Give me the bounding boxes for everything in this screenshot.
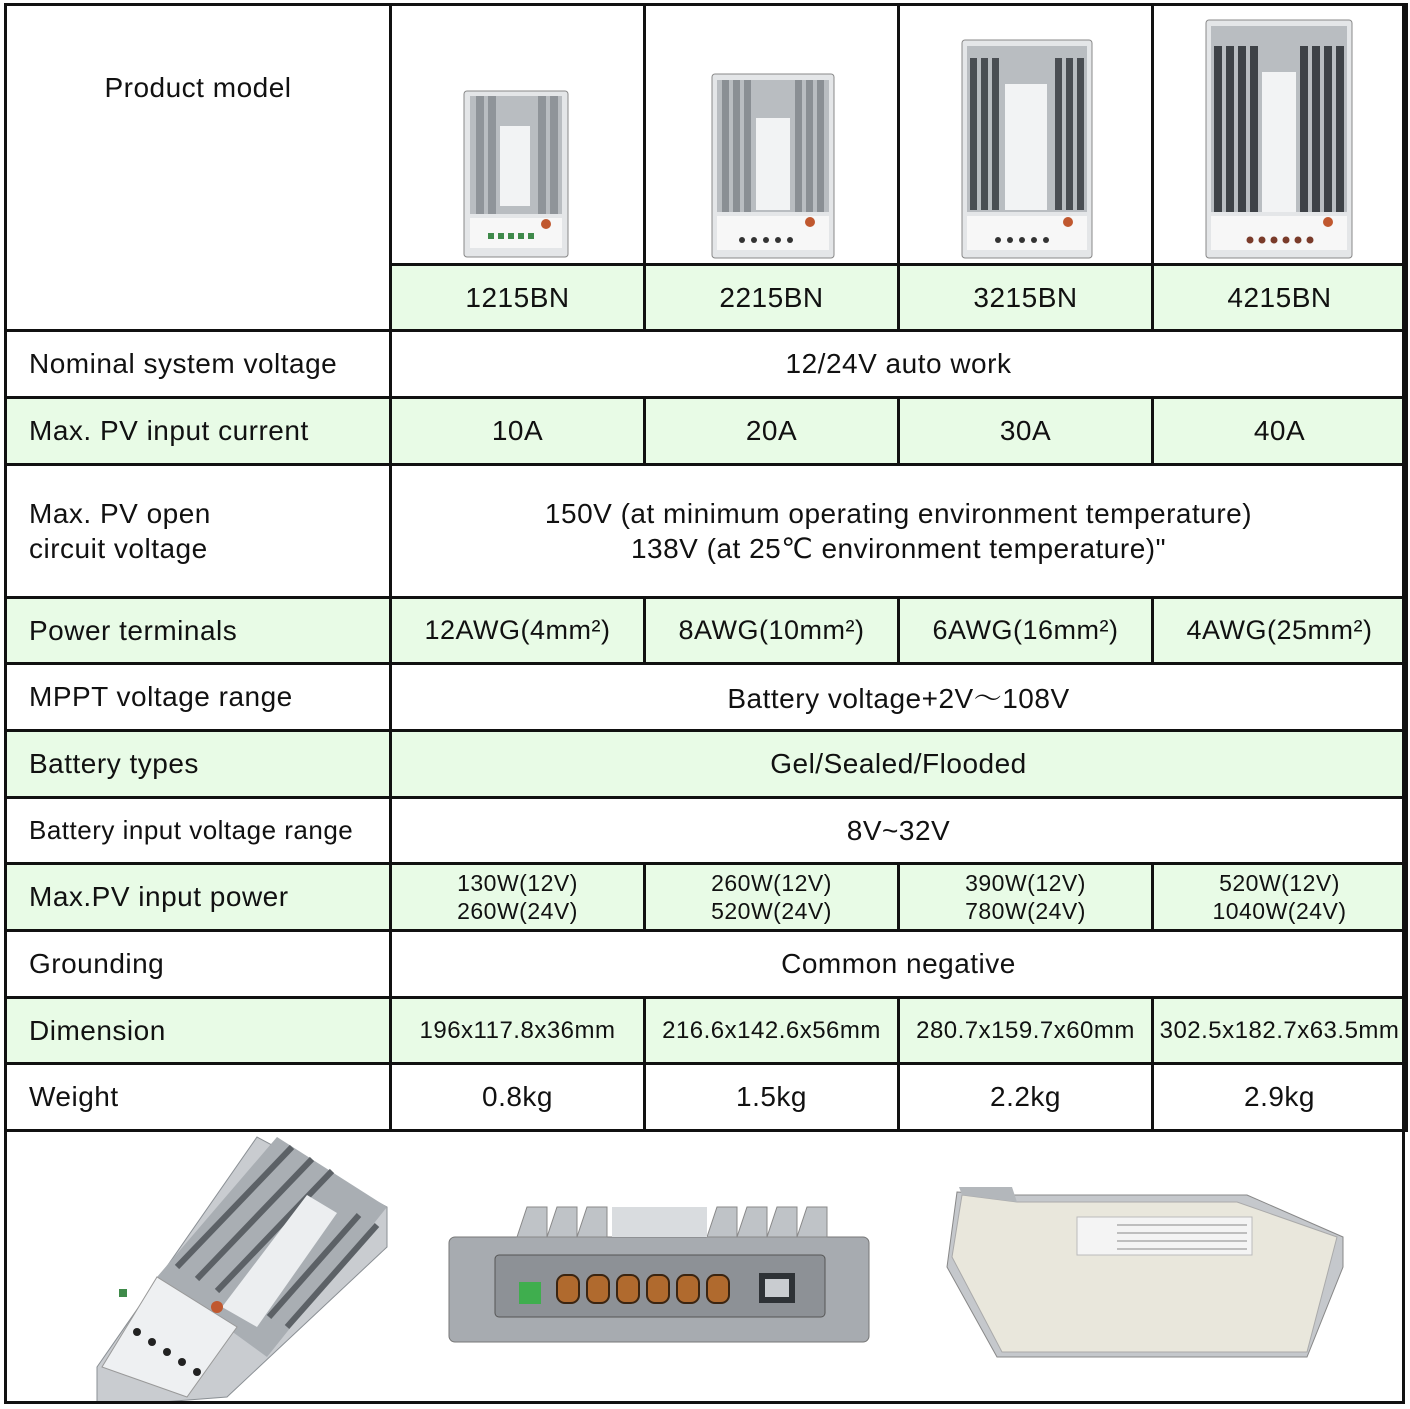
value-pv-open-line2: 138V (at 25℃ environment temperature)": [630, 533, 1167, 564]
value-battery-types: Gel/Sealed/Flooded: [391, 731, 1407, 798]
model-name-2: 2215BN: [645, 265, 899, 331]
row-label-dimension: Dimension: [6, 998, 391, 1064]
value-dimension-2: 216.6x142.6x56mm: [645, 998, 899, 1064]
model-name-1: 1215BN: [391, 265, 645, 331]
row-label-grounding: Grounding: [6, 931, 391, 998]
row-label-nominal-voltage: Nominal system voltage: [6, 331, 391, 398]
controller-angled-image: [97, 1137, 387, 1401]
product-model-label: Product model: [6, 5, 391, 331]
value-pv-power-2-12v: 260W(12V): [711, 870, 832, 896]
value-pv-power-2-24v: 520W(24V): [711, 898, 832, 924]
model-name-3: 3215BN: [899, 265, 1153, 331]
row-label-power-terminals: Power terminals: [6, 598, 391, 664]
model-name-4: 4215BN: [1153, 265, 1407, 331]
value-pv-power-1-12v: 130W(12V): [457, 870, 578, 896]
value-pv-power-3-24v: 780W(24V): [965, 898, 1086, 924]
value-terminals-1: 12AWG(4mm²): [391, 598, 645, 664]
value-terminals-2: 8AWG(10mm²): [645, 598, 899, 664]
value-pv-power-1-24v: 260W(24V): [457, 898, 578, 924]
value-dimension-4: 302.5x182.7x63.5mm: [1153, 998, 1407, 1064]
value-nominal-voltage: 12/24V auto work: [391, 331, 1407, 398]
value-weight-2: 1.5kg: [645, 1064, 899, 1131]
row-label-pv-power: Max.PV input power: [6, 864, 391, 931]
row-label-pv-current: Max. PV input current: [6, 398, 391, 465]
value-weight-1: 0.8kg: [391, 1064, 645, 1131]
controller-terminal-side-image: [449, 1207, 869, 1342]
row-label-pv-open-line1: Max. PV open: [29, 498, 211, 529]
value-grounding: Common negative: [391, 931, 1407, 998]
controller-back-image: [947, 1187, 1343, 1357]
value-pv-open-line1: 150V (at minimum operating environment temperature): [544, 498, 1253, 529]
value-terminals-3: 6AWG(16mm²): [899, 598, 1153, 664]
row-label-pv-open-line2: circuit voltage: [29, 533, 208, 564]
value-pv-current-1: 10A: [391, 398, 645, 465]
value-weight-4: 2.9kg: [1153, 1064, 1407, 1131]
value-pv-power-4-24v: 1040W(24V): [1212, 898, 1347, 924]
value-terminals-4: 4AWG(25mm²): [1153, 598, 1407, 664]
value-weight-3: 2.2kg: [899, 1064, 1153, 1131]
row-label-mppt-range: MPPT voltage range: [6, 664, 391, 731]
value-pv-power-4-12v: 520W(12V): [1219, 870, 1340, 896]
value-pv-current-4: 40A: [1153, 398, 1407, 465]
row-label-battery-types: Battery types: [6, 731, 391, 798]
value-dimension-3: 280.7x159.7x60mm: [899, 998, 1153, 1064]
row-label-weight: Weight: [6, 1064, 391, 1131]
value-mppt-range: Battery voltage+2V～108V: [391, 664, 1407, 731]
value-pv-power-3-12v: 390W(12V): [965, 870, 1086, 896]
value-battery-input-range: 8V~32V: [391, 798, 1407, 864]
value-dimension-1: 196x117.8x36mm: [391, 998, 645, 1064]
value-pv-current-3: 30A: [899, 398, 1153, 465]
row-label-battery-input-range: Battery input voltage range: [6, 798, 391, 864]
product-photos-svg: [7, 1127, 1402, 1401]
product-photos: [7, 1127, 1402, 1401]
value-pv-current-2: 20A: [645, 398, 899, 465]
